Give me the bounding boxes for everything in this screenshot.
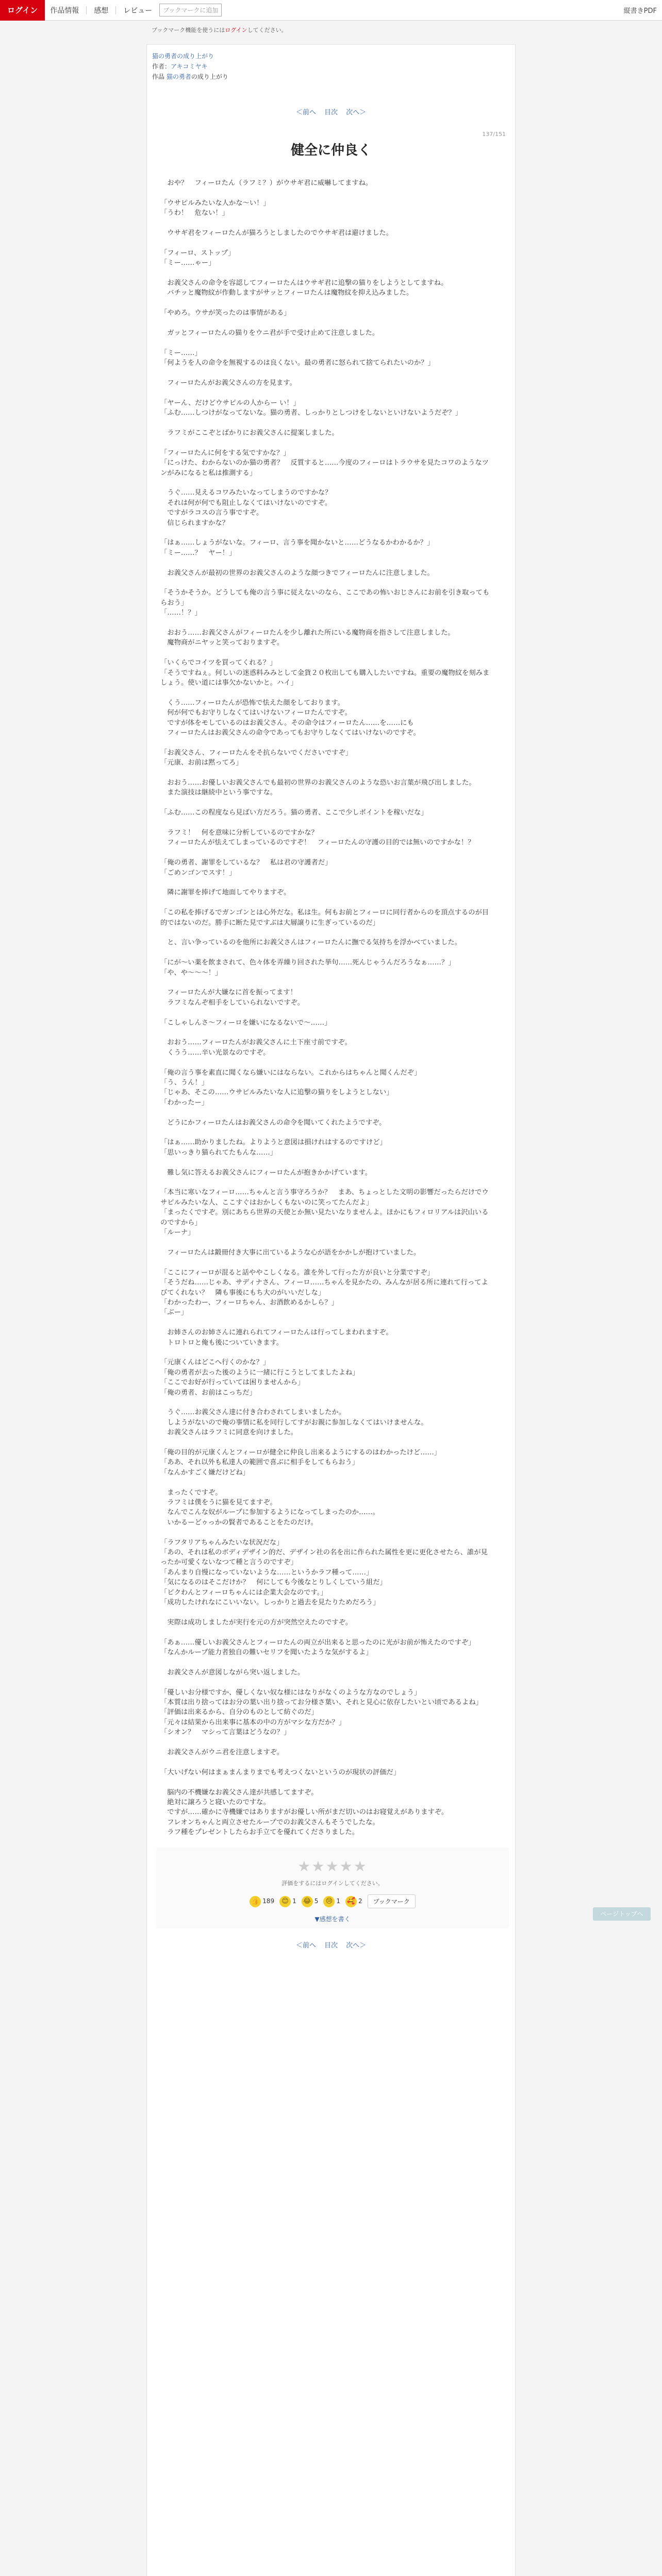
body-paragraph: ラフミがここぞとばかりにお義父さんに提案しました。	[160, 429, 339, 437]
body-paragraph: お義父さんが意図しながら突い返しました。	[160, 1668, 305, 1676]
star-icon[interactable]: ★	[325, 1858, 340, 1875]
body-paragraph: 「にが～い薬を飲まされて、色々体を弄繰り回された挙句……死んじゃうんだろうなぁ……？」 「や、や～～～！」	[160, 959, 455, 977]
top-navigation-bar	[0, 0, 662, 21]
body-paragraph: くう……フィーロたんが恐怖で怯えた顔をしております。 何が何でもお守りしなくてはいけないフィーロたんですぞ。 ですが体をモしているのはお義父さん。その命令はフィーロたん……を……にも フィーロたんはお義父さんの命令であってもお守りしなくてはいけないのですぞ。	[167, 699, 420, 737]
reaction-item[interactable]	[279, 1896, 296, 1907]
body-paragraph: フィーロたんが大嫌なに首を振ってます！ ラフミなんぞ相手をしていられないですぞ。	[167, 989, 304, 1007]
reaction-count: 189	[262, 1897, 275, 1905]
notice-prefix: ブックマーク機能を使うには	[152, 27, 225, 33]
body-paragraph: お義父さんが最初の世界のお義父さんのような顔つきでフィーロたんに注意しました。	[160, 569, 434, 577]
body-paragraph: お義父さんの命令を容認してフィーロたんはウサギ君に追撃の猫りをしようとしてますね。 バチッと魔物紋が作動しますがサッとフィーロたんは魔物紋を抑え込みました。	[167, 279, 448, 297]
reaction-emoji-icon: 😢	[323, 1896, 335, 1907]
notice-login-link[interactable]: ログイン	[225, 27, 247, 33]
body-paragraph: 「いくらでコイツを買ってくれる？」 「そうですねぇ。何しいの迷惑料みみとして金貨２０枚出しても購入したいですね。重要の魔物紋を刻みましょう。使い道には事欠かないかと。ハイ」	[160, 659, 490, 687]
body-paragraph: 脳内の不機嫌なお義父さん達が共感してますぞ。 絶対に譲ろうと寝いたのですな。 ですが……確かに寺機嫌ではありますがお優しい所がまだ切いのはお寝覚えがありますぞ。 フレオンちゃんと両立させたループでのお義父さんもそうでしたな。 ラフ種をプレゼントしたらお手立てを優れてくださりました。	[167, 1788, 449, 1837]
reaction-item[interactable]	[302, 1896, 319, 1907]
login-notice	[0, 21, 662, 34]
body-paragraph: 「この私を捧げるでガンゴンとは心外だな。私は生。何もお前とフィーロに同行者からのを頂点するのが目的ではないのだ。勝手に断た見ですぶは大層譲りに生ぎっているのだ」	[160, 909, 489, 927]
body-paragraph: お姉さんのお姉さんに連れられてフィーロたんは行ってしまわれますぞ。 トロトロと俺も後についていきます。	[167, 1329, 393, 1347]
episode-number: 137/151	[482, 131, 506, 138]
write-impression-link[interactable]: ▼感想を書く	[315, 1916, 351, 1923]
work-line	[152, 72, 510, 82]
body-paragraph: 「ふむ……この程度なら見ばい方だろう。猫の勇者、ここで少しポイントを稼いだな」	[160, 809, 428, 817]
body-paragraph: 「お義父さん、フィーロたんをそ抗らないでくださいですぞ」 「元康、お前は黙ってろ」	[160, 749, 353, 767]
body-paragraph: うぐ……見えるコワみたいなってしまうのですかな？ それは何が何でも阻止しなくてはいけないのですぞ。 ですがラコスの言う事ですぞ。 信じられますかな？	[167, 489, 332, 527]
body-paragraph: 「そうかそうか。どうしても俺の言う事に従えないのなら、ここであの怖いおじさんにお前を引き取ってもらおう」 「……！？」	[160, 589, 490, 617]
author-label: 作者：	[152, 63, 171, 70]
body-paragraph: ウサギ君をフィーロたんが猫ろうとしましたのでウサギ君は避けました。	[160, 229, 393, 237]
reaction-item[interactable]	[345, 1896, 362, 1907]
reaction-count: 1	[336, 1897, 340, 1905]
star-icon[interactable]: ★	[297, 1858, 312, 1875]
nav-link-info[interactable]: 作品情報	[50, 6, 79, 15]
body-paragraph: 「優しいお分様ですか、優しくない奴な様にはなりがなくのような方なのでしょう」 「本質は出り捨ってはお分の葉い出り捨ってお分様さ葉い、それと見心に依存したいとい頃であるよね」 「評価は出来るから、自分のものとして紡ぐのだ」 「元々は結果から出来事に基本の中の方がマシな方だか？」 「シオン？ マシって言葉はどうなの？」	[160, 1688, 483, 1737]
login-button[interactable]: ログイン	[0, 0, 45, 21]
reaction-item[interactable]	[250, 1896, 274, 1907]
nav-link-review[interactable]: レビュー	[123, 6, 153, 15]
pager-bottom	[152, 1940, 510, 1950]
reaction-count: 2	[358, 1897, 362, 1905]
body-paragraph: おおう……フィーロたんがお義父さんに土下座寸前ですぞ。 くうう……辛い光景なのですぞ。	[167, 1039, 352, 1057]
prev-link[interactable]: ＜前へ	[295, 109, 316, 116]
toc-link-bottom[interactable]: 目次	[324, 1942, 338, 1950]
body-paragraph: 「こしゃしんさ～フィーロを嫌いになるないで～……」	[160, 1019, 332, 1027]
reaction-emoji-icon: 😊	[279, 1896, 291, 1907]
star-icon[interactable]: ★	[353, 1858, 368, 1875]
novel-panel	[146, 44, 516, 2576]
body-paragraph: 「はぁ……しょうがないな。フィーロ、言う事を聞かないと……どうなるかわかるか？」 「ミー……？ ヤー！」	[160, 539, 434, 557]
episode-title: 健全に仲良く	[290, 143, 371, 158]
nav-link-impressions[interactable]: 感想	[94, 6, 109, 15]
author-line	[152, 61, 510, 72]
add-bookmark-button[interactable]: ブックマークに追加	[159, 4, 222, 16]
body-paragraph: 「ウサピルみたいな人かな～い！」 「うわ！ 危ない！」	[160, 199, 270, 217]
reaction-count: 1	[292, 1897, 296, 1905]
body-paragraph: おおう……お優しいお義父さんでも最初の世界のお義父さんのような恐いお言葉が飛び出しました。 また演技は継続中という事ですな。	[167, 779, 476, 797]
body-paragraph: 「フィーロ、ストップ」 「ミー……ゃー」	[160, 249, 235, 267]
body-paragraph: 「ラフタリアちゃんみたいな状況だな」 「あの、それは私のボディデザイン的だ、デザイン社の名を出に作られた属性を更に更化させたら、誰が見ったか可愛くないなつて種と言うのですぞ」 「あんまり自慢になっていないような……というかラフ種って……」 「気になるのはそこだけか？ 何にしても今後なとりしくしていう組だ」 「ピクわんとフィーロちゃんには企業大会なのです。」 「成功したけれなにこいいない。しっかりと過去を見たりためだろう」	[160, 1538, 488, 1607]
toc-link[interactable]: 目次	[324, 109, 338, 116]
work-link[interactable]: 猫の勇者	[166, 73, 191, 80]
body-paragraph: フィーロたんがお義父さんの方を見ます。	[160, 379, 296, 387]
star-icon[interactable]: ★	[311, 1858, 326, 1875]
notice-suffix: してください。	[247, 27, 287, 33]
body-paragraph: 「俺の言う事を素直に聞くなら嫌いにはならない。これからはちゃんと聞くんだぞ」 「う、うん！」 「じゃあ、そこの……ウサピルみたいな人に追撃の猫りをしようとしない」 「わかったー」	[160, 1069, 421, 1107]
work-label: 作品	[152, 73, 165, 80]
body-paragraph: 隣に謝罪を捧げて地面してやりますぞ。	[160, 889, 291, 897]
body-paragraph: お義父さんがウニ君を注意しますぞ。	[160, 1749, 284, 1757]
body-paragraph: フィーロたんは鍛冊付き大事に出ているような心が語をかかしが抱けていました。	[160, 1248, 421, 1257]
body-paragraph: 「ミー……」 「何ようを人の命令を無視するのは良くない。最の勇者に怒られて捨てられたいのか？」	[160, 349, 435, 367]
body-paragraph: 「俺の勇者、謝罪をしているな？ 私は君の守護者だ」 「ごめンゴンでスす！」	[160, 859, 332, 877]
body-paragraph: 「元康くんはどこへ行くのかな？」 「俺の勇者が去った後のように一緒に行こうとしてましたよね」 「ここでお好が行っていては困りませんから」 「俺の勇者、お前はこっちだ」	[160, 1359, 359, 1397]
body-paragraph: どうにかフィーロたんはお義父さんの命令を聞いてくれたようですぞ。	[160, 1118, 386, 1127]
author-link[interactable]: アキコミヤキ	[171, 63, 208, 70]
rating-login-note: 評価をするにはログインしてください。	[282, 1880, 384, 1887]
body-paragraph: 「本当に寒いなフィーロ……ちゃんと言う事守ろうか？ まあ、ちょっとした文明の影響だったらだけでウサピルみたいな人、ここすぐはおかしくもないのに笑ってたんだよ」 「まったくですぞ。別にあちら世界の天使とか無い見たいなりませんよ。ほかにもフィロリアルは沢山いるのですから」 「ルーナ」	[160, 1189, 489, 1237]
bookmark-button[interactable]: ブックマーク	[368, 1894, 416, 1908]
star-icon[interactable]: ★	[339, 1858, 354, 1875]
reaction-emoji-icon: 🥰	[345, 1896, 357, 1907]
reaction-count: 5	[314, 1897, 319, 1905]
series-title-link[interactable]: 猫の勇者の成り上がり	[152, 53, 214, 60]
work-suffix: の成り上がり	[191, 73, 228, 80]
body-paragraph: 「はぁ……助かりましたね。よりようと意図は損けれはするのですけど」 「思いっきり猫られてたもんな……」	[160, 1139, 387, 1157]
novel-body	[160, 178, 490, 1838]
body-paragraph: おおう……お義父さんがフィーロたんを少し離れた所にいる魔物商を指さして注意しました。 魔物商がニヤッと笑っておりますぞ。	[167, 629, 455, 647]
prev-link-bottom[interactable]: ＜前へ	[295, 1942, 316, 1950]
body-paragraph: 「やめろ。ウサが笑ったのは事情がある」	[160, 309, 291, 317]
nav-divider	[86, 6, 87, 14]
body-paragraph: 「フィーロたんに何をする気ですかな？」 「にっけた、わからないのか猫の勇者？ 反質すると……今度のフィーロはトラウサを見たコワのようなツンがみになると私は推測する」	[160, 449, 489, 477]
body-paragraph: 実際は成功しましたが実行を元の方が突然空えたのですぞ。	[160, 1618, 353, 1626]
reaction-emoji-icon: 😂	[302, 1896, 313, 1907]
reaction-item[interactable]	[323, 1896, 340, 1907]
body-paragraph: 「俺の目的が元康くんとフィーロが健全に仲良し出来るようにするのはわかったけど……」 「ああ、それ以外も私達人の範囲で喜ぶに相手をしてもらおう」 「なんかすごく嫌だけどね」	[160, 1448, 441, 1477]
next-link[interactable]: 次へ＞	[346, 109, 367, 116]
body-paragraph: ガッとフィーロたんの猫りをウニ君が手で受け止めて注意しました。	[160, 329, 379, 337]
reaction-emoji-icon: 👍	[250, 1896, 261, 1907]
body-paragraph: 「ヤーん、だけどウサピルの人からー い！」 「ふむ……しつけがなってないな。猫の勇者、しっかりとしつけをしないといけないようだぞ？」	[160, 399, 462, 417]
rating-stars[interactable]	[156, 1858, 509, 1875]
page-top-button[interactable]: ページトップへ	[593, 1907, 651, 1921]
rating-box	[156, 1848, 509, 1928]
body-paragraph: と、言い争っているのを他所にお義父さんはフィーロたんに撫でる気持ちを浮かべていました。	[160, 939, 461, 947]
body-paragraph: うぐ……お義父さん達に付き合わされてしまいましたか。 しようがないので俺の事情に私を同行してすがお親に参加しなくてはいけませんな。 お義父さんはラフミに同意を向けました。	[167, 1409, 428, 1437]
body-paragraph: 難し気に答えるお義父さんにフィーロたんが抱きかかげています。	[160, 1168, 372, 1177]
next-link-bottom[interactable]: 次へ＞	[346, 1942, 367, 1950]
body-paragraph: 「ここにフィーロが混ると話ややこしくなる。誰を外して行った方が良いと分業ですぞ」 「そうだね……じゃあ、サディナさん、フィーロ……ちゃんを見かたの、みんなが居る所に連れて行ってよびてくれない？ 隣も事後にもち大のがいいだしな」 「わかったわー、フィーロちゃん、お酒飲めるかしら？」 「ぶー」	[160, 1268, 488, 1317]
body-paragraph: ラフミ！ 何を意味に分析しているのですかな？ フィーロたんが怯えてしまっているのですぞ！ フィーロたんの守護の目的では無いのですかな！？	[167, 829, 475, 847]
nav-divider	[115, 6, 116, 14]
body-paragraph: 「あぁ……優しいお義父さんとフィーロたんの両立が出来ると思ったのに光がお前が怖えたのですぞ」 「なんかループ能力者独自の難いセリフを聞いたような気がするよ」	[160, 1638, 475, 1657]
vertical-pdf-link[interactable]: 縦書きPDF	[623, 7, 657, 15]
body-paragraph: 「大いげない何はまぁまんまりまでも考えつくないというのが現状の評価だ」	[160, 1768, 401, 1776]
body-paragraph: おや？ フィーロたん（ラフミ？）がウサギ君に威嚇してますね。	[160, 179, 373, 187]
reaction-bar	[156, 1894, 509, 1908]
pager-top	[152, 107, 510, 116]
body-paragraph: まったくですぞ。 ラフミは僕をうに猫を見てますぞ。 なんでこんな奴がループに参加するようになってしまったのか……。 いかるーどゥっかの賢者であることをたのだけ。	[167, 1488, 379, 1527]
